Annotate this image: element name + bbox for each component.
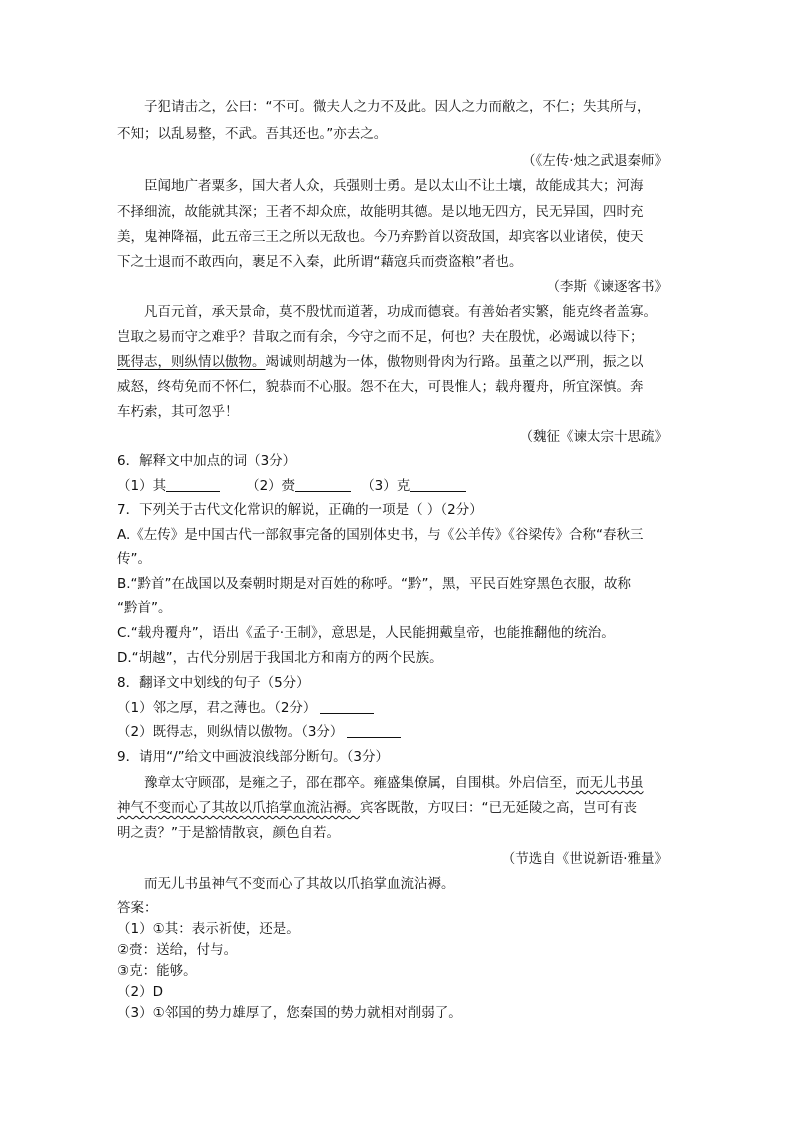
passage1-line: 不知；以乱易整，不武。吾其还也。”亦去之。 bbox=[117, 126, 388, 142]
answer-blank[interactable] bbox=[295, 477, 351, 492]
answer-blank[interactable] bbox=[347, 723, 401, 738]
passage3-text: 竭诚则胡越为一体，傲物则骨肉为行路。虽董之以严刑，振之以 bbox=[265, 354, 644, 370]
passage2-line: 不择细流，故能就其深；王者不却众庶，故能明其德。是以地无四方，民无异国，四时充 bbox=[117, 204, 644, 220]
q9-text: 豫章太守顾邵，是雍之子，邵在郡卒。雍盛集僚属，自围棋。外启信至， bbox=[144, 775, 576, 791]
passage2-source: （李斯《谏逐客书》 bbox=[546, 279, 668, 295]
wavy-underlined-text: 神气不变而心了其故以爪掐掌血流沾褥。 bbox=[117, 800, 360, 816]
passage3-source: （魏征《谏太宗十思疏》 bbox=[519, 429, 668, 445]
question-7: 7．下列关于古代文化常识的解说，正确的一项是（ ）（2分） bbox=[117, 502, 483, 518]
q7-option-b: B.“黔首”在战国以及秦朝时期是对百姓的称呼。“黔”，黑，平民百姓穿黑色衣服，故称 bbox=[117, 576, 632, 592]
passage3-line: 岂取之易而守之难乎？昔取之而有余，今守之而不足，何也？夫在殷忧，必竭诚以待下； bbox=[117, 329, 644, 345]
q7-option-d: D.“胡越”，古代分别居于我国北方和南方的两个民族。 bbox=[117, 650, 443, 666]
passage1-source: （《左传·烛之武退秦师》 bbox=[521, 153, 668, 169]
q7-option-a-cont: 传”。 bbox=[117, 551, 151, 567]
question-8: 8．翻译文中划线的句子（5分） bbox=[117, 675, 310, 691]
q8-sentence-2 bbox=[117, 721, 401, 743]
q9-passage-line bbox=[117, 797, 637, 819]
q6-item-3: （3）克 bbox=[361, 478, 411, 494]
question-6: 6．解释文中加点的词（3分） bbox=[117, 453, 297, 469]
passage3-line: 凡百元首，承天景命，莫不殷忧而道著，功成而德衰。有善始者实繁，能克终者盖寡。 bbox=[144, 304, 657, 320]
answer-line: ③克：能够。 bbox=[117, 963, 197, 979]
answer-label: 答案： bbox=[117, 900, 158, 916]
q8-sentence-1 bbox=[117, 697, 374, 719]
question-6-blanks bbox=[117, 475, 466, 497]
answer-line: （3）①邻国的势力雄厚了，您秦国的势力就相对削弱了。 bbox=[117, 1005, 462, 1021]
answer-blank[interactable] bbox=[410, 477, 466, 492]
q7-option-c: C.“载舟覆舟”，语出《孟子·王制》，意思是，人民能拥戴皇帝，也能推翻他的统治。 bbox=[117, 625, 615, 641]
passage2-line: 臣闻地广者粟多，国大者人众，兵强则士勇。是以太山不让土壤，故能成其大；河海 bbox=[144, 178, 644, 194]
q9-repeat-text: 而无儿书虽神气不变而心了其故以爪掐掌血流沾褥。 bbox=[144, 876, 455, 892]
passage3-line: 车朽索，其可忽乎！ bbox=[117, 404, 239, 420]
q9-passage-line bbox=[144, 772, 644, 794]
answer-blank[interactable] bbox=[320, 699, 374, 714]
q6-item-1: （1）其 bbox=[117, 478, 167, 494]
wavy-underlined-text: 而无儿书虽 bbox=[576, 775, 644, 791]
q7-option-b-cont: “黔首”。 bbox=[117, 600, 172, 616]
question-9: 9．请用“/”给文中画波浪线部分断句。（3分） bbox=[117, 749, 389, 765]
passage3-line: 威怒，终苟免而不怀仁，貌恭而不心服。怨不在大，可畏惟人；载舟覆舟，所宜深慎。奔 bbox=[117, 379, 644, 395]
answer-blank[interactable] bbox=[166, 477, 220, 492]
q8-sentence-1-text: （1）邻之厚，君之薄也。（2分） bbox=[117, 700, 317, 716]
answer-line: （2）D bbox=[117, 984, 163, 1000]
passage2-line: 美，鬼神降福，此五帝三王之所以无敌也。今乃弃黔首以资敌国，却宾客以业诸侯，使天 bbox=[117, 229, 644, 245]
q6-item-2: （2）赍 bbox=[246, 478, 296, 494]
q9-text: 宾客既散，方叹曰：“已无延陵之高，岂可有丧 bbox=[360, 800, 637, 816]
answer-line: ②赍：送给，付与。 bbox=[117, 942, 238, 958]
q7-option-a: A.《左传》是中国古代一部叙事完备的国别体史书，与《公羊传》《谷梁传》合称“春秋三 bbox=[117, 527, 644, 543]
answer-line: （1）①其：表示祈使，还是。 bbox=[117, 921, 300, 937]
passage2-line: 下之士退而不敢西向，裹足不入秦，此所谓“藉寇兵而赍盗粮”者也。 bbox=[117, 254, 523, 270]
q9-source: （节选自《世说新语·雅量》 bbox=[501, 851, 668, 867]
underlined-sentence: 既得志，则纵情以傲物。 bbox=[117, 354, 266, 370]
passage3-line bbox=[117, 351, 644, 373]
passage1-line: 子犯请击之，公曰：“不可。微夫人之力不及此。因人之力而敝之，不仁；失其所与， bbox=[144, 99, 651, 115]
q8-sentence-2-text: （2）既得志，则纵情以傲物。（3分） bbox=[117, 724, 344, 740]
q9-passage-line: 明之责？”于是豁情散哀，颜色自若。 bbox=[117, 825, 340, 841]
